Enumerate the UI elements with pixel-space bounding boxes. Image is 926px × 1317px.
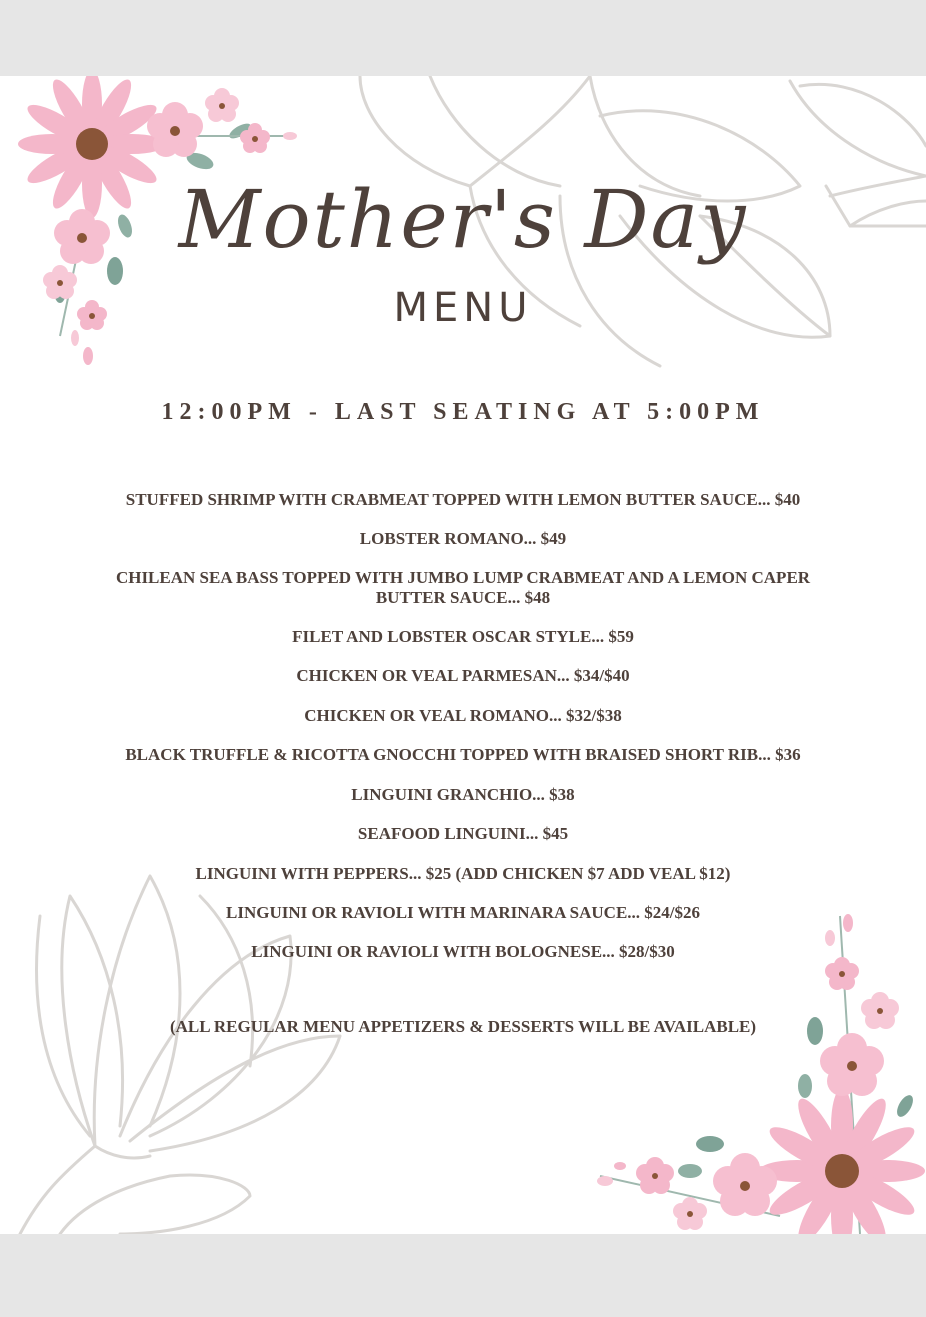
page-title: Mother's Day <box>178 173 748 266</box>
menu-item: LINGUINI WITH PEPPERS... $25 (ADD CHICKEN $7 ADD VEAL $12) <box>195 864 731 883</box>
menu-item: BLACK TRUFFLE & RICOTTA GNOCCHI TOPPED WITH BRAISED SHORT RIB... $36 <box>125 745 801 764</box>
menu-item: STUFFED SHRIMP WITH CRABMEAT TOPPED WITH LEMON BUTTER SAUCE... $40 <box>125 490 801 509</box>
page-subtitle: MENU <box>393 285 533 331</box>
menu-item: CHICKEN OR VEAL ROMANO... $32/$38 <box>304 706 622 725</box>
menu-item: FILET AND LOBSTER OSCAR STYLE... $59 <box>292 627 634 646</box>
menu-item: CHICKEN OR VEAL PARMESAN... $34/$40 <box>296 666 630 685</box>
service-hours: 12:00PM - LAST SEATING AT 5:00PM <box>161 399 765 425</box>
menu-item: LINGUINI OR RAVIOLI WITH BOLOGNESE... $28/$30 <box>251 942 675 961</box>
menu-item: SEAFOOD LINGUINI... $45 <box>357 824 569 843</box>
menu-item: LINGUINI OR RAVIOLI WITH MARINARA SAUCE... $24/$26 <box>225 903 701 922</box>
menu-item: LOBSTER ROMANO... $49 <box>359 529 567 548</box>
menu-item: CHILEAN SEA BASS TOPPED WITH JUMBO LUMP CRABMEAT AND A LEMON CAPER BUTTER SAUCE... $48 <box>115 568 811 607</box>
menu-sheet <box>0 76 926 1234</box>
menu-note: (ALL REGULAR MENU APPETIZERS & DESSERTS WILL BE AVAILABLE) <box>169 1017 757 1036</box>
menu-item: LINGUINI GRANCHIO... $38 <box>351 785 575 804</box>
